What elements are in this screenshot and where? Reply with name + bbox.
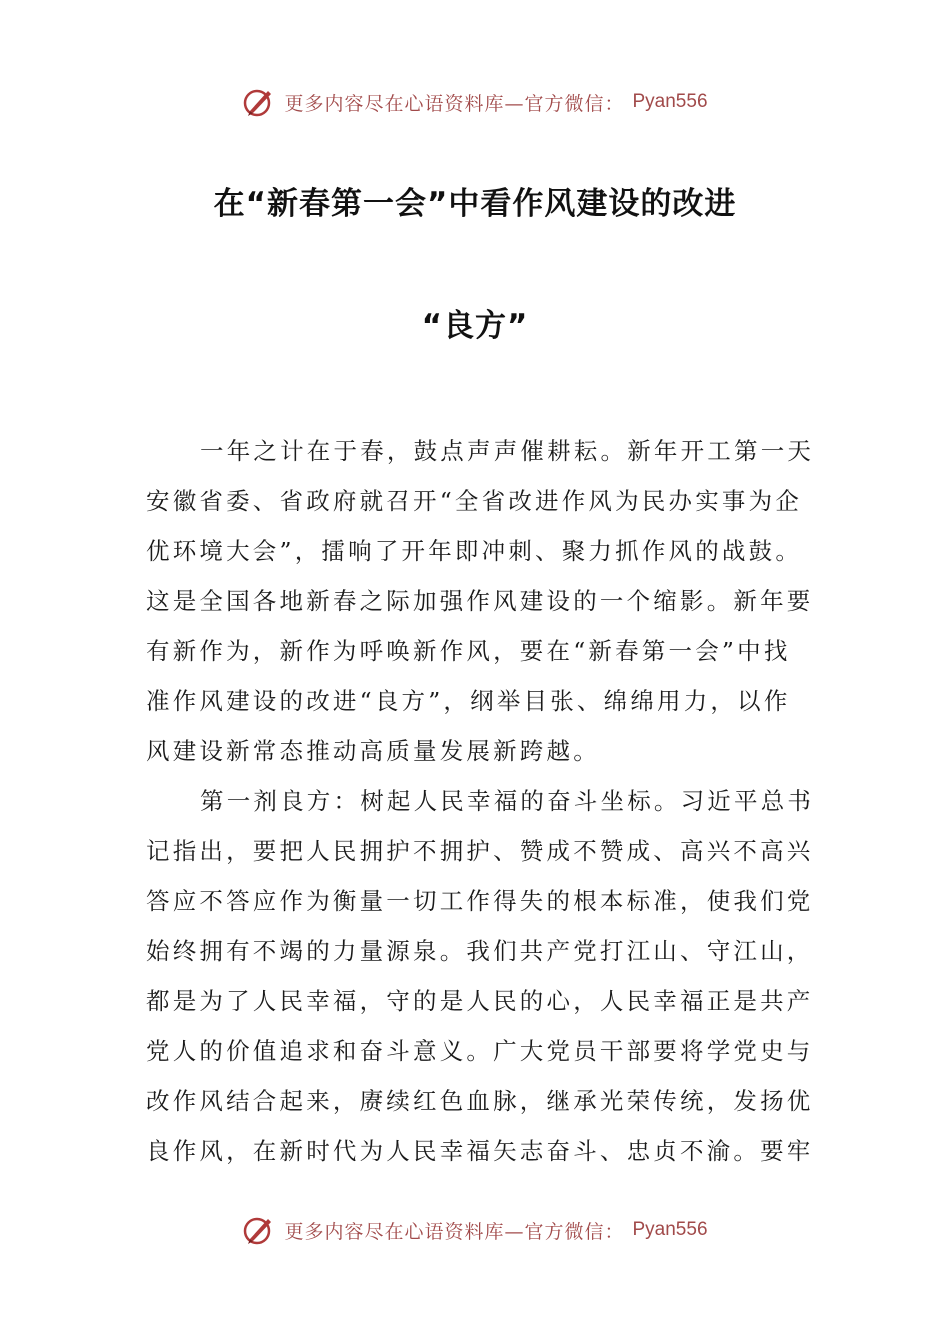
pen-logo-icon	[242, 1213, 276, 1247]
body-line: 答应不答应作为衡量一切工作得失的根本标准，使我们党	[146, 887, 814, 915]
body-line: 改作风结合起来，赓续红色血脉，继承光荣传统，发扬优	[146, 1087, 814, 1115]
header-wechat-id: Pyan556	[632, 91, 708, 112]
body-line: 良作风，在新时代为人民幸福矢志奋斗、忠贞不渝。要牢	[146, 1137, 814, 1165]
document-title-line-2: “良方”	[421, 308, 529, 344]
footer-banner-text: 更多内容尽在心语资料库—官方微信：	[284, 1220, 625, 1243]
footer-banner	[0, 1210, 950, 1250]
body-line: 记指出，要把人民拥护不拥护、赞成不赞成、高兴不高兴	[146, 837, 814, 865]
header-banner	[0, 82, 950, 122]
body-line: 第一剂良方：树起人民幸福的奋斗坐标。习近平总书	[200, 787, 815, 815]
body-line: 安徽省委、省政府就召开“全省改进作风为民办实事为企	[146, 487, 803, 515]
body-line: 一年之计在于春，鼓点声声催耕耘。新年开工第一天	[200, 437, 815, 465]
body-line: 都是为了人民幸福，守的是人民的心，人民幸福正是共产	[146, 987, 814, 1015]
header-banner-text: 更多内容尽在心语资料库—官方微信：	[284, 92, 625, 115]
footer-wechat-id: Pyan556	[632, 1219, 708, 1240]
body-line: 这是全国各地新春之际加强作风建设的一个缩影。新年要	[146, 587, 814, 615]
body-line: 优环境大会”，擂响了开年即冲刺、聚力抓作风的战鼓。	[146, 537, 803, 565]
body-line: 党人的价值追求和奋斗意义。广大党员干部要将学党史与	[146, 1037, 814, 1065]
document-title-line-1: 在“新春第一会”中看作风建设的改进	[213, 186, 737, 222]
body-line: 准作风建设的改进“良方”，纲举目张、绵绵用力，以作	[146, 687, 791, 715]
body-line: 有新作为，新作为呼唤新作风，要在“新春第一会”中找	[146, 637, 791, 665]
pen-logo-icon	[242, 85, 276, 119]
body-line: 风建设新常态推动高质量发展新跨越。	[146, 737, 600, 765]
body-line: 始终拥有不竭的力量源泉。我们共产党打江山、守江山，	[146, 937, 814, 965]
document-body	[146, 426, 815, 1176]
